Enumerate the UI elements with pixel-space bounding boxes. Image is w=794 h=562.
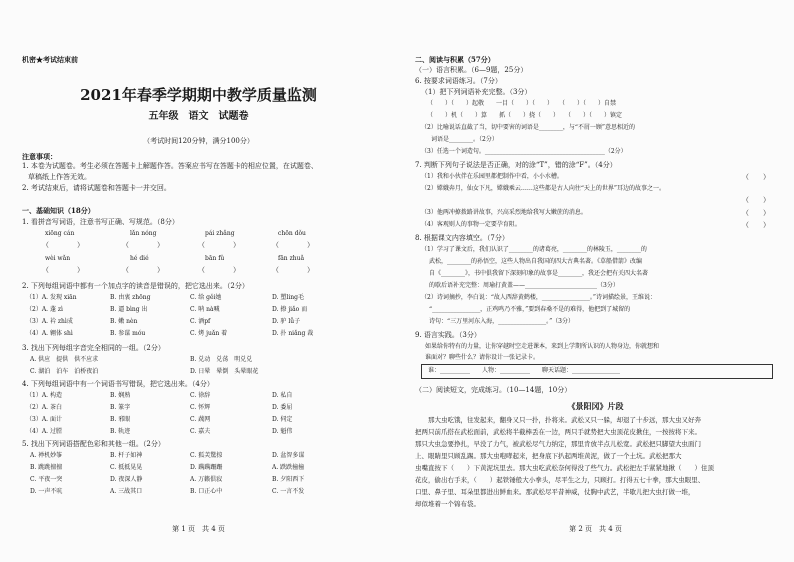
page-footer: 第 2 页 共 4 页 [569, 525, 622, 533]
pinyin: chōn dǒu [278, 230, 306, 237]
option-row: B. 跳跳擅擅 [30, 464, 63, 471]
judge-row: （1）我和小伙伴在乐园里都把制作中看，小小水槽。 [421, 173, 563, 180]
option-row: B. 逼 bìng 出 [110, 306, 148, 313]
record-card-box[interactable] [421, 364, 773, 379]
pinyin: lǎn nóng [130, 230, 157, 237]
option-row: D. 日晕 晕倒 头晕眼花 [190, 368, 259, 375]
option-row: （3）A. 面计 [26, 416, 62, 423]
answer-blank[interactable]: （ ） [742, 209, 770, 217]
option-row: （2）A. 蓬 zì [26, 306, 63, 313]
option-row: B. 娴熟 [110, 392, 131, 399]
option-row: B. 邪眼 [110, 416, 131, 423]
question-6-2b: 词语是________。（2分） [431, 136, 498, 143]
option-row: B. 篆字 [110, 404, 131, 411]
option-row: B. 由衷 zhōng [110, 294, 151, 301]
option-row: B. 夕阳西下 [272, 476, 305, 483]
fill-line: （1）学习了课文后，我们认识了________的诸葛亮，________的林陵玉，________的 [421, 246, 647, 253]
option-row: B. 轨迹 [110, 428, 131, 435]
judge-row: （2）嫦娥奔月，仙女下凡，嫦娥乘云……这些都是古人向往“天上的世界”耳边的故事之一。 [421, 185, 665, 192]
option-row: （1）A. 构造 [26, 392, 62, 399]
option-row: B. 嫩 nèn [110, 318, 138, 325]
fill-line: 武松，________的孙悟空，这些人物出自我国的四大古典名著。《草船借箭》改编 [429, 258, 643, 265]
answer-blank[interactable]: （ ） [742, 173, 770, 181]
pinyin: wèi wǎn [45, 255, 71, 262]
question-2: 2. 下列每组词语中都有一个加点字的读音是错误的，把它选出来。（2分） [22, 282, 249, 290]
section-2-heading: 二、阅读与积累（57分） [415, 55, 495, 64]
fill-row[interactable]: （ ）（ ）起敬 一目（ ）（ ） （ ）（ ）自禁 [427, 100, 617, 107]
fill-line: 诗句：“三万里河东入海，________________。”（3分） [429, 318, 574, 325]
option-row: D. 驴 lǚ子 [272, 318, 301, 325]
notice-title: 注意事项： [22, 152, 57, 161]
fill-line: “________________，正鸡鸣乃不雅，”要到春桑不是的难得，他把到了城留的 [429, 306, 631, 313]
answer-blank[interactable]: （ ） [272, 266, 314, 274]
question-1: 1. 看拼音写词语，注意书写正确、写规范。（8分） [22, 218, 179, 226]
option-row: C. 给 gěi她 [190, 294, 222, 301]
question-6-1: （1）把下列词语补充完整。（3分） [421, 88, 532, 96]
question-6-3: （3）任选一个词造句。________________________________________（2分） [421, 148, 627, 155]
option-row: B. 杆子如神 [110, 452, 143, 459]
passage-line: 那只大虫急要挣扎，早没了力气，被武松尽气力纳定，那里肯放半点儿松宽。武松把只脚望大虫面门 [415, 440, 701, 448]
option-row: A. 三战其口 [110, 488, 143, 495]
question-9-text: 谁面对？聊些什么？请你设计一张记录卡。 [425, 354, 540, 361]
option-row: A. 禅机妙筝 [30, 452, 63, 459]
answer-blank[interactable]: （ ） [42, 266, 84, 274]
option-row: B. 参谋 móu [110, 330, 146, 337]
answer-blank[interactable]: （ ） [42, 241, 84, 249]
option-row: C. 嘉夫 [190, 428, 211, 435]
option-row: C. 一言不发 [272, 488, 305, 495]
judge-row: （4）客观则人的事物一定要孕育阻。 [421, 221, 521, 228]
pinyin: xiōng cán [45, 230, 75, 237]
question-5: 5. 找出下列词语搭配色彩和其他一组。（2分） [22, 440, 165, 448]
option-row: （4）A. 翱体 shì [26, 330, 73, 337]
option-row: A. 供应 提供 供不应求 [30, 356, 99, 363]
option-row: A. 万籁俱寂 [190, 476, 223, 483]
option-row: D. 一声不吭 [30, 488, 63, 495]
option-row: C. 蔬网 [190, 416, 211, 423]
option-row: D. 扑 niǎng 裁 [272, 330, 314, 337]
pinyin: bān fǔ [205, 255, 225, 262]
option-row: C. 怀辉 [190, 404, 211, 411]
pinyin: pái zhǎng [205, 230, 235, 237]
notice-line-2: 草稿纸上作答无效。 [28, 173, 91, 181]
question-6: 6. 按要求词语练习。（7分） [415, 77, 502, 85]
sub-section-2: （二）阅读短文，完成练习。（10—14题，10分） [415, 386, 572, 394]
exam-title: 2021年春季学期期中教学质量监测 [80, 86, 317, 104]
sub-section-1: （一）语言积累。（6—9题，25分） [415, 66, 528, 74]
passage-line: 上、眼睛里只顾乱踢。那大虫咆哮起来，把身底下扒起两堆黄泥，做了一个土坑。武松把那大 [415, 452, 682, 460]
option-row: D. 委屈 [272, 404, 293, 411]
option-row: B. 口正心中 [190, 488, 223, 495]
option-row: （3）A. 衿 zhì成 [26, 318, 73, 325]
option-row: D. 私自 [272, 392, 293, 399]
answer-blank[interactable]: （ ） [122, 241, 164, 249]
answer-blank[interactable]: （ ） [198, 266, 240, 274]
section-1-heading: 一、基础知识（18分） [22, 206, 95, 215]
question-4: 4. 下列每组词语中有一个词语书写错误，把它选出来。（4分） [22, 380, 214, 388]
passage-line: 却似堆着一个锦布袋。 [415, 500, 480, 508]
confidential-label: 机密★考试结束前 [22, 55, 78, 64]
option-row: C. 狐芙驚掠 [190, 452, 223, 459]
passage-line: 花皮，偷出右手来，（ ）起铁锤般大小拳头，尽平生之力，只顾打。打得五七十拳，那大虫眼里、 [415, 476, 705, 484]
passage-line: 虫嘴直按下（ ）下黄泥坑里去。那大虫吃武松奈何得没了些气力。武松把左手紧紧地揪（ ）住顶 [415, 464, 714, 472]
option-row: D. 夜深人静 [110, 476, 143, 483]
option-row: （1）A. 发现 xiān [26, 294, 77, 301]
exam-subtitle: 五年级 语文 试题卷 [148, 111, 249, 122]
answer-blank[interactable]: （ ） [198, 241, 240, 249]
answer-blank[interactable]: （ ） [272, 241, 314, 249]
option-row: （4）A. 过膛 [26, 428, 62, 435]
record-card-fields: 谁：__________ 人物：__________ 聊天话题：________________ [428, 367, 621, 374]
option-row: C. 徐辞 [190, 392, 211, 399]
passage-line: 把两只前爪搭在武松面前，武松将半截棒丢在一边，两只手就势把大虫顶花皮揪住，一按按将下来。 [415, 428, 701, 436]
option-row: C. 烤 juǎn 着 [190, 330, 228, 337]
answer-blank[interactable]: （ ） [742, 221, 770, 229]
answer-blank[interactable]: （ ） [742, 196, 770, 204]
option-row: C. 抵抵晃晃 [110, 464, 143, 471]
option-row: C. 酒pf [190, 318, 211, 325]
pinyin: fān zhuǎ [278, 255, 305, 262]
option-row: D. 蹒蹒跚跚 [190, 464, 223, 471]
fill-row[interactable]: （ ）机（ ）算 抓（ ）挠（ ） （ ）（ ）镇定 [427, 112, 623, 119]
fill-line: 自《________》，书中俱我留下深刻印象的故事是________，我还会把有关四大名著 [429, 270, 649, 277]
option-row: D. 魁伟 [272, 428, 293, 435]
option-row: D. 塑ling毛 [272, 294, 304, 301]
page-footer: 第 1 页 共 4 页 [172, 525, 225, 533]
passage-title: 《景阳冈》片段 [567, 401, 624, 411]
option-row: C. 平夜一突 [30, 476, 63, 483]
question-9-text: 如果给你特有的力量，让你穿越时空走进课本，来到上学期所认识的人物身边，你就想和 [425, 343, 660, 350]
passage-line: 那大虫吃饿，往发起来，翻身又只一扑，扑将来。武松又只一躲，却退了十步远，那大虫又好奔 [415, 416, 701, 424]
question-8: 8. 根据课文内容填空。（7分） [415, 234, 509, 242]
option-row: （2）A. 茶白 [26, 404, 62, 411]
question-7: 7. 判断下列句子说法是否正确，对的涂“T”，错的涂“F”。（4分） [415, 161, 617, 169]
option-row: B. 兑动 兑荡 明兑兑 [190, 356, 253, 363]
passage-line: 口里、鼻子里、耳朵里都进出鲜血来。那武松尽平昔神威，仗胸中武艺，半歇儿把大虫打做一堆， [415, 488, 695, 496]
notice-line-1: 1. 本卷为试题卷。考生必须在答题卡上解题作答。答案应书写在答题卡的相应位置，在试题卷、 [22, 162, 318, 170]
question-9: 9. 语言实践。（3分） [415, 331, 481, 339]
fill-line: （2）诗词摘抄，李白说：“故人西辞黄鹤楼，________________。”诗词描绘景，王维说： [421, 294, 656, 301]
option-row: D. 撩 jiǎo 而 [272, 306, 308, 313]
pinyin: hé dié [130, 255, 149, 262]
judge-row: （3）他两冲撩拨路讲故事，兴高采烈地给我写大嫩蔗的消息。 [421, 209, 587, 216]
time-note: （考试时间120分钟，满分100分） [143, 137, 254, 145]
answer-blank[interactable]: （ ） [122, 266, 164, 274]
option-row: D. 盆智多谋 [272, 452, 305, 459]
notice-line-3: 2. 考试结束后，请将试题卷和答题卡一并交回。 [22, 184, 171, 192]
question-3: 3. 找出下列每组字音完全相同的一组。（2分） [22, 344, 165, 352]
question-6-2: （2）比喻说话直截了当，切中要害的词语是________，与“不屑一顾”意思相近的 [421, 124, 635, 131]
option-row: C. 湖泊 泊车 泊桥夜泊 [30, 368, 99, 375]
option-row: A. 跌跌撞撞 [272, 464, 305, 471]
exam-page-2 [397, 0, 794, 562]
option-row: C. 呐 nà喊 [190, 306, 220, 313]
option-row: D. 伺定 [272, 416, 293, 423]
fill-line: 的歇后语补充完整：周瑜打黄盖——________________________（3分） [429, 282, 619, 289]
